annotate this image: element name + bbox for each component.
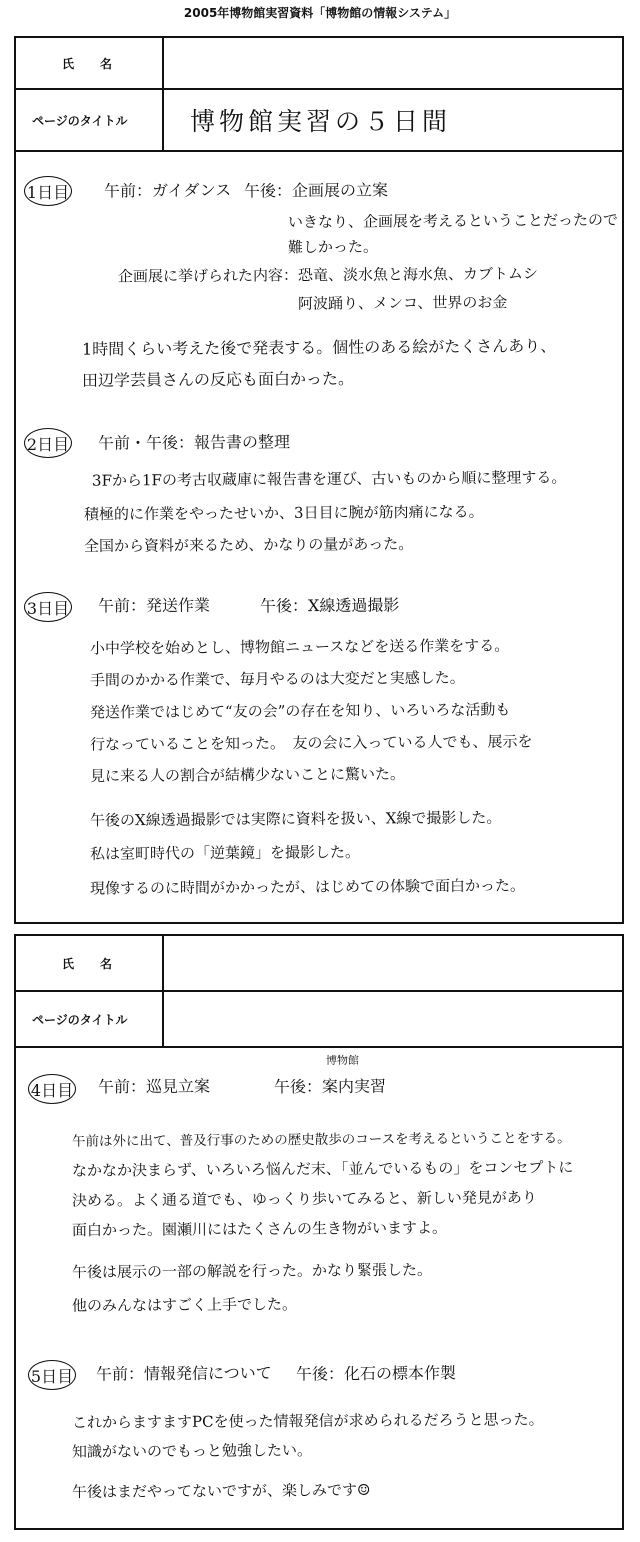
title-field[interactable] [166, 992, 622, 1046]
day3-line5: 見に来る人の割合が結構少ないことに驚いた。 [89, 764, 406, 786]
name-label: 氏名 [16, 38, 164, 88]
day4-line2: なかなか決まらず、いろいろ悩んだ末、「並んでいるもの」をコンセプトに [71, 1158, 574, 1180]
day1-line2: 難しかった。 [287, 237, 379, 257]
title-label: ページのタイトル [16, 90, 164, 150]
day3-pm: 午後：X線透過撮影 [259, 595, 400, 616]
day5-badge: 5日目 [28, 1360, 76, 1390]
day5-line2: 知識がないのでもっと勉強したい。 [71, 1441, 313, 1461]
day4-pm: 午後：案内実習 [273, 1076, 387, 1097]
day2-line1: 3Fから1Fの考古収蔵庫に報告書を運び、古いものから順に整理する。 [91, 468, 567, 490]
title-row [16, 90, 622, 152]
day2-line2: 積極的に作業をやったせいか、3日目に腕が筋肉痛になる。 [83, 502, 484, 524]
day4-line3: 決める。よく通る道でも、ゆっくり歩いてみると、新しい発見があり [71, 1188, 537, 1210]
name-label: 氏名 [16, 936, 164, 990]
day3-line2: 手間のかかる作業で、毎月やるのは大変だと実感した。 [89, 668, 465, 690]
page-title: 博物館実習の５日間 [190, 107, 452, 136]
day5-am: 午前：情報発信について [95, 1363, 272, 1384]
day4-line1: 午前は外に出て、普及行事のための歴史散歩のコースを考えるということをする。 [71, 1130, 571, 1150]
day5-line3: 午後はまだやってないですが、楽しみです☺ [71, 1480, 371, 1502]
day1-am: 午前：ガイダンス [103, 180, 232, 201]
day4-badge: 4日目 [28, 1074, 76, 1104]
day2-am-pm: 午前・午後：報告書の整理 [97, 432, 291, 453]
day1-pm: 午後：企画展の立案 [243, 180, 389, 201]
document-header: 2005年博物館実習資料「博物館の情報システム」 [183, 6, 457, 20]
day1-line3: 企画展に挙げられた内容：恐竜、淡水魚と海水魚、カブトムシ [117, 264, 539, 286]
day1-badge: 1日目 [24, 176, 72, 206]
day1-line6: 田辺学芸員さんの反応も面白かった。 [81, 369, 355, 390]
day2-badge: 2日目 [24, 428, 72, 458]
day5-pm: 午後：化石の標本作製 [295, 1363, 457, 1384]
day4-line5: 午後は展示の一部の解説を行った。かなり緊張した。 [71, 1260, 433, 1282]
day4-line6: 他のみんなはすごく上手でした。 [71, 1295, 298, 1315]
name-field[interactable] [166, 936, 622, 990]
day1-line5: 1時間くらい考えた後で発表する。個性のある絵がたくさんあり、 [81, 336, 557, 359]
name-field[interactable] [166, 38, 622, 88]
day1-line4: 阿波踊り、メンコ、世界のお金 [297, 293, 508, 313]
title-row [16, 992, 622, 1048]
day3-line4: 行なっていることを知った。 友の会に入っている人でも、展示を [89, 732, 533, 754]
day3-line3: 発送作業ではじめて“友の会”の存在を知り、いろいろな活動も [89, 700, 511, 722]
title-field[interactable] [166, 90, 622, 150]
day3-am: 午前：発送作業 [97, 595, 211, 616]
day3-line1: 小中学校を始めとし、博物館ニュースなどを送る作業をする。 [89, 636, 510, 658]
day5-line1: これからますますPCを使った情報発信が求められるだろうと思った。 [71, 1410, 544, 1432]
day2-line3: 全国から資料が来るため、かなりの量があった。 [83, 534, 414, 556]
day3-line6: 午後のX線透過撮影では実際に資料を扱い、X線で撮影した。 [89, 808, 502, 830]
name-row [16, 936, 622, 992]
day4-am: 午前：巡見立案 [97, 1076, 211, 1097]
day3-line7: 私は室町時代の「逆葉鏡」を撮影した。 [89, 843, 361, 863]
title-label: ページのタイトル [16, 992, 164, 1046]
day3-badge: 3日目 [24, 592, 72, 622]
day4-line4: 面白かった。園瀬川にはたくさんの生き物がいますよ。 [71, 1218, 448, 1240]
name-row [16, 38, 622, 90]
day1-line1: いきなり、企画展を考えるということだったので [287, 210, 619, 232]
day4-pm-note: 博物館 [325, 1053, 360, 1068]
report-sheet-1 [14, 36, 624, 924]
day3-line8: 現像するのに時間がかかったが、はじめての体験で面白かった。 [89, 876, 526, 898]
report-sheet-2 [14, 934, 624, 1530]
